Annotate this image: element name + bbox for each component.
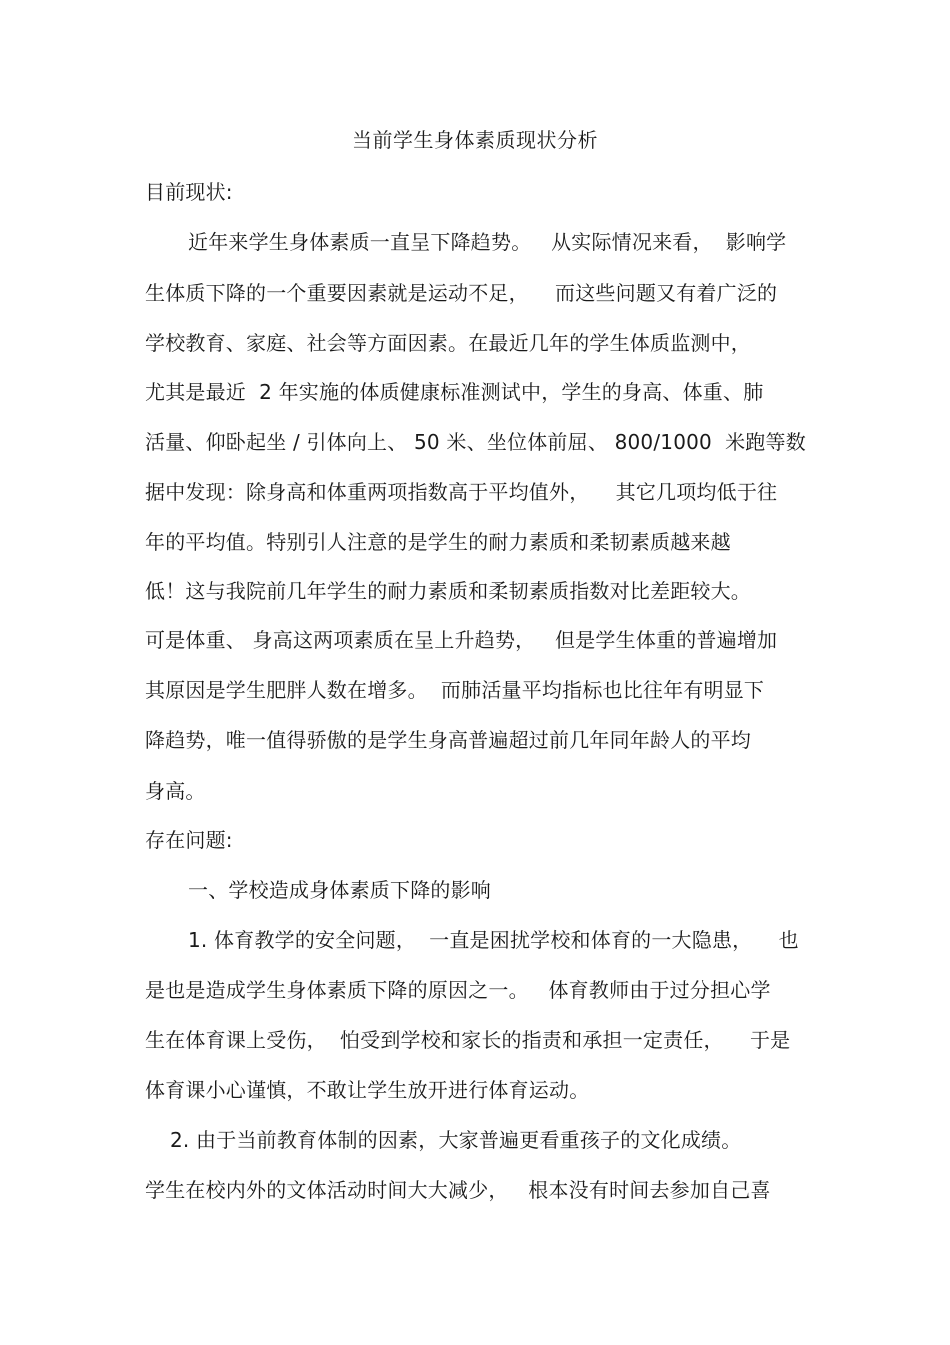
paragraph-line: 2. 由于当前教育体制的因素，大家普遍更看重孩子的文化成绩。 [170,1128,742,1152]
paragraph-line: 尤其是最近 2 年实施的体质健康标准测试中，学生的身高、体重、肺 [145,380,764,404]
paragraph-line: 身高。 [145,779,206,803]
paragraph-line: 活量、仰卧起坐 / 引体向上、 50 米、坐位体前屈、 800/1000 米跑等数 [145,430,806,454]
document-title: 当前学生身体素质现状分析 [352,128,598,152]
paragraph-line: 其原因是学生肥胖人数在增多。 而肺活量平均指标也比往年有明显下 [145,678,765,702]
paragraph-line: 体育课小心谨慎，不敢让学生放开进行体育运动。 [145,1078,590,1102]
section-heading-problems: 存在问题: [145,828,233,852]
paragraph-line: 生体质下降的一个重要因素就是运动不足， 而这些问题又有着广泛的 [145,281,778,305]
paragraph-line: 生在体育课上受伤， 怕受到学校和家长的指责和承担一定责任， 于是 [145,1028,791,1052]
paragraph-line: 可是体重、 身高这两项素质在呈上升趋势， 但是学生体重的普遍增加 [145,628,778,652]
paragraph-line: 学校教育、家庭、社会等方面因素。在最近几年的学生体质监测中， [145,331,751,355]
paragraph-line: 低！这与我院前几年学生的耐力素质和柔韧素质指数对比差距较大。 [145,579,751,603]
paragraph-line: 年的平均值。特别引人注意的是学生的耐力素质和柔韧素质越来越 [145,530,731,554]
paragraph-line: 1. 体育教学的安全问题， 一直是困扰学校和体育的一大隐患， 也 [188,928,799,952]
paragraph-line: 近年来学生身体素质一直呈下降趋势。 从实际情况来看， 影响学 [188,230,787,254]
paragraph-line: 据中发现：除身高和体重两项指数高于平均值外， 其它几项均低于往 [145,480,778,504]
paragraph-line: 学生在校内外的文体活动时间大大减少， 根本没有时间去参加自己喜 [145,1178,771,1202]
subsection-heading: 一、学校造成身体素质下降的影响 [188,878,491,902]
paragraph-line: 是也是造成学生身体素质下降的原因之一。 体育教师由于过分担心学 [145,978,771,1002]
section-heading-current-status: 目前现状: [145,180,233,204]
paragraph-line: 降趋势，唯一值得骄傲的是学生身高普遍超过前几年同年龄人的平均 [145,728,751,752]
